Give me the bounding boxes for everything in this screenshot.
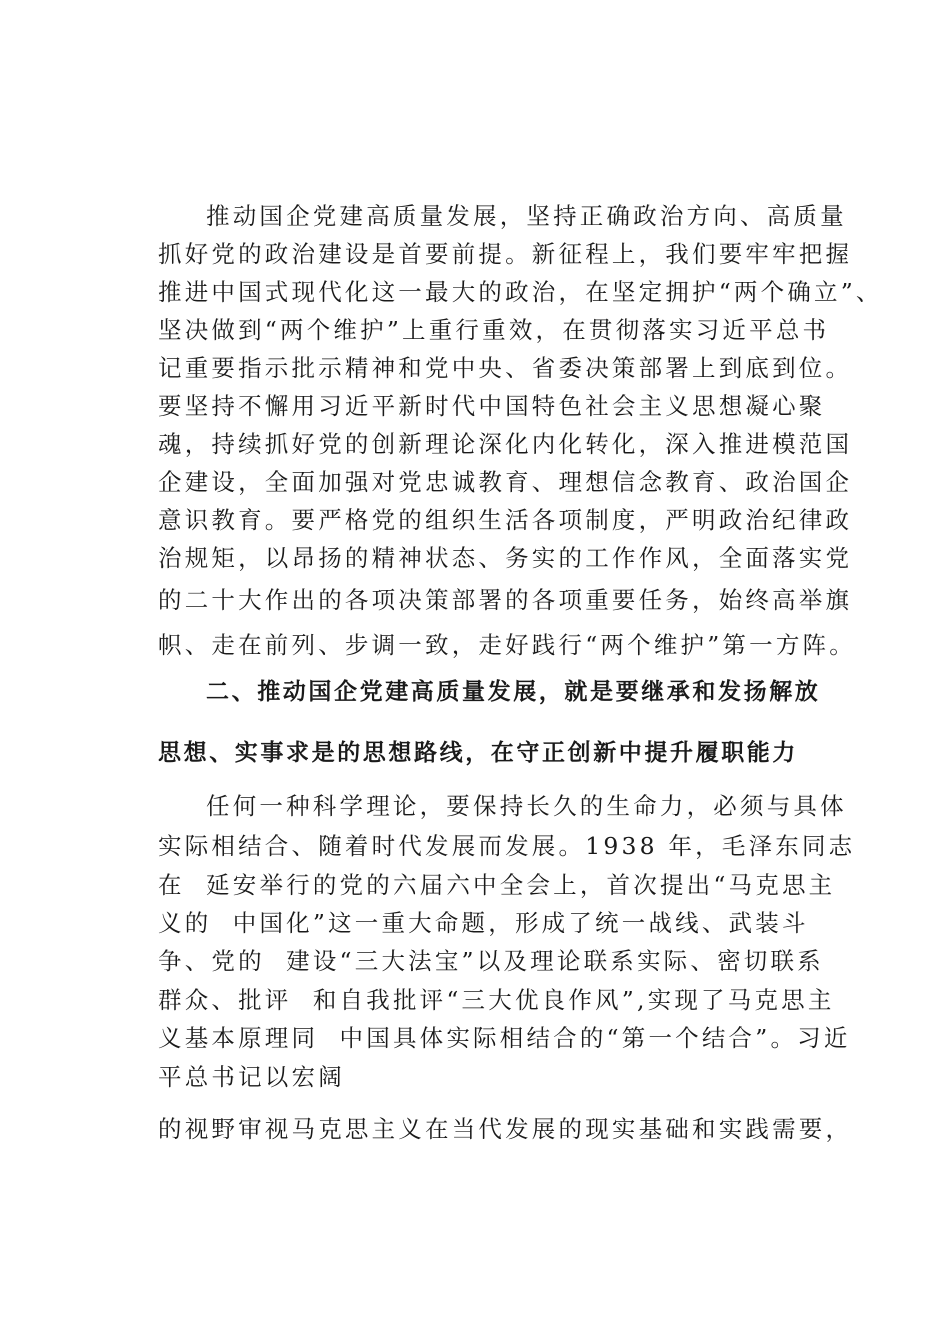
text-line: 魂，持续抓好党的创新理论深化内化转化，深入推进模范国 (158, 430, 853, 458)
text-line: 在 延安举行的党的六届六中全会上，首次提出“马克思主 (158, 871, 836, 899)
text-line: 争、党的 建设“三大法宝”以及理论联系实际、密切联系 (158, 947, 824, 975)
text-line: 坚决做到“两个维护”上重行重效，在贯彻落实习近平总书 (158, 316, 830, 344)
text-line: 义的 中国化”这一重大命题，形成了统一战线、武装斗 (158, 909, 809, 937)
text-line: 要坚持不懈用习近平新时代中国特色社会主义思想凝心聚 (158, 392, 826, 420)
text-line: 帜、走在前列、步调一致，走好践行“两个维护”第一方阵。 (158, 631, 856, 659)
text-line: 抓好党的政治建设是首要前提。新征程上，我们要牢牢把握 (158, 240, 853, 268)
text-line: 任何一种科学理论，要保持长久的生命力，必须与具体 (206, 792, 847, 820)
text-line: 群众、批评 和自我批评“三大优良作风”,实现了马克思主 (158, 986, 835, 1014)
text-line: 治规矩，以昂扬的精神状态、务实的工作作风，全面落实党 (158, 544, 853, 572)
text-line: 平总书记以宏阔 (158, 1063, 345, 1091)
text-line: 的二十大作出的各项决策部署的各项重要任务，始终高举旗 (158, 586, 853, 614)
text-line: 企建设，全面加强对党忠诚教育、理想信念教育、政治国企 (158, 468, 853, 496)
text-line: 推进中国式现代化这一最大的政治，在坚定拥护“两个确立”、 (158, 278, 883, 306)
heading-line: 思想、实事求是的思想路线，在守正创新中提升履职能力 (158, 740, 798, 766)
text-line: 实际相结合、随着时代发展而发展。1938 年，毛泽东同志 (158, 832, 856, 860)
text-line: 的视野审视马克思主义在当代发展的现实基础和实践需要， (158, 1115, 853, 1143)
text-line: 义基本原理同 中国具体实际相结合的“第一个结合”。习近 (158, 1024, 851, 1052)
text-line: 意识教育。要严格党的组织生活各项制度，严明政治纪律政 (158, 506, 853, 534)
text-line: 推动国企党建高质量发展，坚持正确政治方向、高质量 (206, 202, 847, 230)
text-line: 记重要指示批示精神和党中央、省委决策部署上到底到位。 (158, 354, 853, 382)
heading-line: 二、推动国企党建高质量发展，就是要继承和发扬解放 (206, 679, 821, 705)
